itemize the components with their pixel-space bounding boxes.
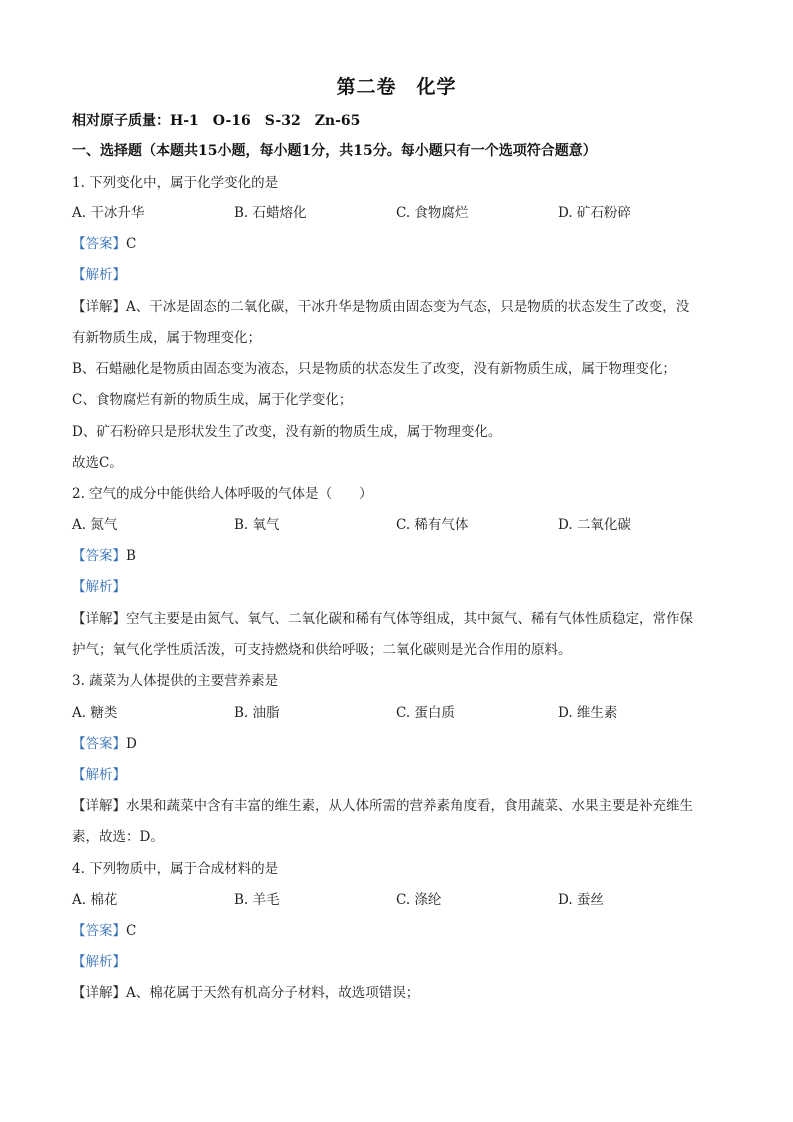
detail-line: D、矿石粉碎只是形状发生了改变，没有新的物质生成，属于物理变化。 (72, 424, 502, 440)
detail-line (72, 985, 419, 1001)
detail-line: 护气；氧气化学性质活泼，可支持燃烧和供给呼吸；二氧化碳则是光合作用的原料。 (72, 642, 572, 658)
detail-label: 【详解】 (72, 299, 126, 315)
detail-label: 【详解】 (72, 611, 126, 627)
detail-text: 水果和蔬菜中含有丰富的维生素，从人体所需的营养素角度看，食用蔬菜、水果主要是补充维生 (126, 798, 693, 814)
option-b: B. 油脂 (234, 705, 280, 721)
detail-line: C、食物腐烂有新的物质生成，属于化学变化； (72, 392, 353, 408)
page-title: 第二卷 化学 (336, 76, 457, 98)
analysis-label: 【解析】 (72, 954, 126, 970)
question-stem: 4. 下列物质中，属于合成材料的是 (72, 861, 279, 877)
analysis-label: 【解析】 (72, 579, 126, 595)
detail-line (72, 299, 689, 315)
answer-label: 【答案】 (72, 736, 126, 752)
question-stem: 1. 下列变化中，属于化学变化的是 (72, 175, 279, 191)
detail-text: A、干冰是固态的二氧化碳，干冰升华是物质由固态变为气态，只是物质的状态发生了改变，没 (126, 299, 690, 315)
detail-line (72, 798, 693, 814)
section-heading: 一、选择题（本题共15小题，每小题1分，共15分。每小题只有一个选项符合题意） (72, 143, 597, 159)
answer-label: 【答案】 (72, 236, 126, 252)
detail-line: 故选C。 (72, 455, 123, 471)
answer-line (72, 548, 136, 564)
option-a: A. 干冰升华 (72, 205, 145, 221)
answer-value: C (126, 923, 137, 939)
detail-line: 有新物质生成，属于物理变化； (72, 330, 261, 346)
answer-line (72, 736, 137, 752)
detail-line (72, 611, 693, 627)
detail-line: B、石蜡融化是物质由固态变为液态，只是物质的状态发生了改变，没有新物质生成，属于物理变化； (72, 361, 676, 377)
detail-label: 【详解】 (72, 798, 126, 814)
answer-value: B (126, 548, 136, 564)
question-stem: 3. 蔬菜为人体提供的主要营养素是 (72, 673, 279, 689)
detail-text: 空气主要是由氮气、氧气、二氧化碳和稀有气体等组成，其中氮气、稀有气体性质稳定，常作保 (126, 611, 693, 627)
answer-label: 【答案】 (72, 923, 126, 939)
detail-text: A、棉花属于天然有机高分子材料，故选项错误； (126, 985, 420, 1001)
atomic-mass-line: 相对原子质量：H-1 O-16 S-32 Zn-65 (72, 113, 361, 129)
option-c: C. 食物腐烂 (396, 205, 469, 221)
answer-label: 【答案】 (72, 548, 126, 564)
option-c: C. 蛋白质 (396, 705, 455, 721)
detail-line: 素，故选：D。 (72, 829, 164, 845)
option-b: B. 石蜡熔化 (234, 205, 307, 221)
option-a: A. 糖类 (72, 705, 118, 721)
answer-value: C (126, 236, 137, 252)
option-a: A. 氮气 (72, 517, 118, 533)
option-d: D. 二氧化碳 (558, 517, 631, 533)
question-stem: 2. 空气的成分中能供给人体呼吸的气体是（ ） (72, 486, 373, 502)
option-b: B. 羊毛 (234, 892, 280, 908)
option-b: B. 氧气 (234, 517, 280, 533)
option-c: C. 稀有气体 (396, 517, 469, 533)
analysis-label: 【解析】 (72, 267, 126, 283)
detail-label: 【详解】 (72, 985, 126, 1001)
option-c: C. 涤纶 (396, 892, 442, 908)
answer-value: D (126, 736, 137, 752)
option-a: A. 棉花 (72, 892, 118, 908)
answer-line (72, 236, 136, 252)
option-d: D. 维生素 (558, 705, 618, 721)
option-d: D. 蚕丝 (558, 892, 604, 908)
option-d: D. 矿石粉碎 (558, 205, 631, 221)
answer-line (72, 923, 136, 939)
analysis-label: 【解析】 (72, 767, 126, 783)
